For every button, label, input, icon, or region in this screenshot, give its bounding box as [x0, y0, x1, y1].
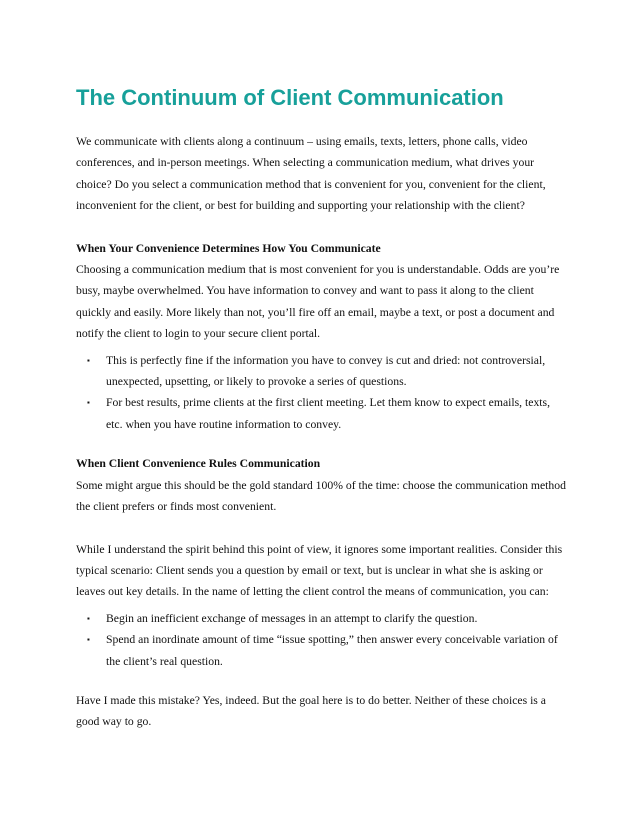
list-item — [76, 629, 568, 672]
intro-paragraph: We communicate with clients along a continuum – using emails, texts, letters, phone calls, video conferences, and in-person meetings. When selecting a communication medium, what drives your choice? Do you select a communication method that is convenient for you, convenient for the client, inconvenient for the client, or best for building and supporting your relationship with the client? — [76, 135, 546, 213]
bullet-text: This is perfectly fine if the information you have to convey is cut and dried: not controversial, unexpected, upsetting, or likely to provoke a series of questions. — [106, 353, 546, 389]
bullet-icon: ▪ — [87, 398, 90, 408]
closing-paragraph: Have I made this mistake? Yes, indeed. But the goal here is to do better. Neither of these choices is a good way to go. — [76, 693, 546, 729]
bullet-text: Spend an inordinate amount of time “issue spotting,” then answer every conceivable variation of the client’s real question. — [106, 633, 558, 668]
list-item — [76, 392, 568, 435]
bullet-list-your-convenience — [76, 350, 568, 436]
bullet-icon: ▪ — [87, 613, 90, 623]
bullet-list-client-convenience — [76, 608, 568, 672]
section-heading-client-convenience: When Client Convenience Rules Communication — [76, 457, 321, 471]
section-your-convenience-body: Choosing a communication medium that is most convenient for you is understandable. Odds are you’re busy, maybe overwhelmed. You have information to convey and want to pass it along to the client quickly and easily. More likely than not, you’ll fire off an email, maybe a text, or post a document and notify the client to login to your secure client portal. — [76, 263, 560, 341]
bullet-icon: ▪ — [87, 635, 90, 645]
document-page — [76, 84, 568, 733]
section-client-convenience-body-2: While I understand the spirit behind this point of view, it ignores some important realities. Consider this typical scenario: Client sends you a question by email or text, but is unclear in what she is asking or leaves out key details. In the name of letting the client control the means of communication, you can: — [76, 542, 563, 599]
section-client-convenience-body: Some might argue this should be the gold standard 100% of the time: choose the communication method the client prefers or finds most convenient. — [76, 478, 566, 514]
list-item — [76, 608, 568, 629]
bullet-icon: ▪ — [87, 355, 90, 365]
bullet-text: For best results, prime clients at the first client meeting. Let them know to expect emails, texts, etc. when you have routine information to convey. — [106, 396, 551, 431]
list-item — [76, 350, 568, 393]
document-title: The Continuum of Client Communication — [76, 85, 504, 110]
bullet-text: Begin an inefficient exchange of messages in an attempt to clarify the question. — [106, 611, 478, 625]
section-heading-your-convenience: When Your Convenience Determines How You Communicate — [76, 241, 381, 255]
